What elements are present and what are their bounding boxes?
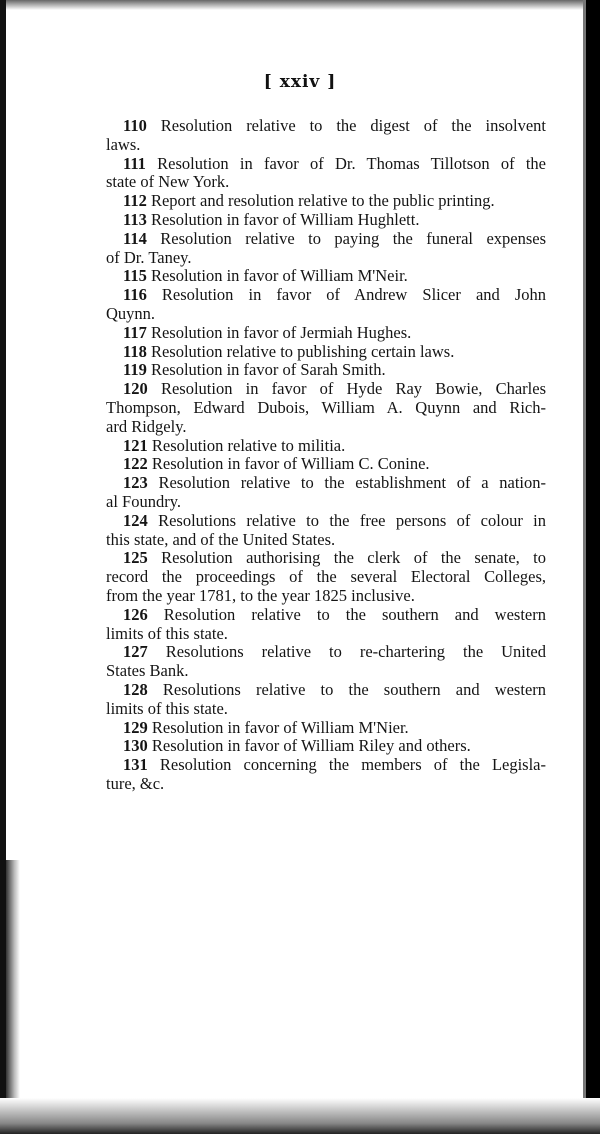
entry-text: limits of this state. <box>106 698 228 718</box>
entry-text: Resolution relative to militia. <box>151 435 346 455</box>
resolution-entry <box>106 211 546 230</box>
resolution-entry <box>106 719 546 738</box>
scan-shadow-left <box>6 860 20 1134</box>
entry-text: limits of this state. <box>106 623 228 643</box>
entry-number: 124 <box>123 511 148 530</box>
entry-text: Resolution in favor of William M'Nier. <box>151 717 409 737</box>
entry-text: of Dr. Taney. <box>106 247 192 267</box>
entry-line <box>106 117 546 136</box>
resolution-entry <box>106 380 546 436</box>
entry-line <box>106 380 546 399</box>
entry-text: Quynn. <box>106 303 156 323</box>
entry-line <box>106 756 546 775</box>
entry-text: Resolution in favor of Hyde Ray Bowie, Charles <box>160 380 546 399</box>
entry-text: Resolution authorising the clerk of the senate, to <box>161 549 546 568</box>
entry-text: Resolution in favor of William M'Neir. <box>150 266 408 286</box>
entry-text: Resolution in favor of William Hughlett. <box>150 209 420 229</box>
entry-text: Resolutions relative to re-chartering the United <box>165 643 546 662</box>
resolution-entry <box>106 286 546 324</box>
page-number-header: [ xxiv ] <box>263 72 337 92</box>
entry-text: Resolution relative to the establishment of a nation- <box>158 474 546 493</box>
entry-line <box>106 587 546 606</box>
resolution-entry <box>106 117 546 155</box>
entry-text: States Bank. <box>106 661 189 681</box>
entry-text: Resolution in favor of Jermiah Hughes. <box>150 322 412 342</box>
resolution-entry <box>106 737 546 756</box>
entry-line <box>106 192 546 211</box>
entry-text: state of New York. <box>106 172 230 192</box>
entry-text: al Foundry. <box>106 491 182 511</box>
resolution-entry <box>106 756 546 794</box>
entry-line <box>106 737 546 756</box>
entry-number: 117 <box>123 322 147 342</box>
entry-line <box>106 418 546 437</box>
resolution-entry <box>106 455 546 474</box>
resolution-entry <box>106 324 546 343</box>
entry-text: this state, and of the United States. <box>106 529 336 549</box>
entry-line <box>106 437 546 456</box>
entry-text: Thompson, Edward Dubois, William A. Quynn and Rich- <box>106 398 546 417</box>
entry-line <box>106 455 546 474</box>
entry-text: Resolution in favor of William C. Conine. <box>151 454 430 474</box>
resolution-entry <box>106 343 546 362</box>
entry-text: Resolution in favor of Sarah Smith. <box>150 360 386 380</box>
entry-line <box>106 286 546 305</box>
entry-number: 118 <box>123 341 147 361</box>
entry-number: 128 <box>123 680 148 699</box>
entry-number: 116 <box>123 286 147 305</box>
entry-line <box>106 305 546 324</box>
entry-text: record the proceedings of the several Electoral Colleges, <box>106 568 546 587</box>
entry-line <box>106 606 546 625</box>
entry-line <box>106 775 546 794</box>
entry-line <box>106 249 546 268</box>
entry-number: 111 <box>123 154 146 173</box>
entry-line <box>106 643 546 662</box>
entry-text: Resolution concerning the members of the Legisla- <box>159 756 546 775</box>
entry-text: Report and resolution relative to the public printing. <box>150 191 495 211</box>
entry-line <box>106 155 546 174</box>
entry-line <box>106 230 546 249</box>
resolution-entry <box>106 606 546 644</box>
entry-number: 120 <box>123 380 148 399</box>
entry-text: Resolutions relative to the free persons of colour in <box>158 511 546 530</box>
entry-number: 121 <box>123 435 148 455</box>
entry-text: Resolution relative to the southern and western <box>163 605 546 624</box>
entry-number: 125 <box>123 549 148 568</box>
resolution-entry <box>106 681 546 719</box>
entry-line <box>106 549 546 568</box>
entry-number: 115 <box>123 266 147 286</box>
entry-text: ture, &c. <box>106 773 165 793</box>
entry-line <box>106 493 546 512</box>
resolutions-list <box>106 117 546 794</box>
resolution-entry <box>106 155 546 193</box>
entry-text: Resolutions relative to the southern and western <box>162 680 546 699</box>
entry-line <box>106 662 546 681</box>
resolution-entry <box>106 361 546 380</box>
entry-number: 127 <box>123 643 148 662</box>
resolution-entry <box>106 267 546 286</box>
resolution-entry <box>106 643 546 681</box>
entry-line <box>106 173 546 192</box>
resolution-entry <box>106 549 546 605</box>
resolution-entry <box>106 230 546 268</box>
entry-text: Resolution in favor of Andrew Slicer and John <box>161 286 546 305</box>
entry-number: 114 <box>123 229 147 248</box>
entry-line <box>106 625 546 644</box>
entry-line <box>106 267 546 286</box>
resolution-entry <box>106 512 546 550</box>
entry-number: 122 <box>123 454 148 474</box>
entry-number: 126 <box>123 605 148 624</box>
entry-text: Resolution in favor of William Riley and others. <box>151 736 471 756</box>
entry-number: 130 <box>123 736 148 756</box>
scan-edge-top <box>0 0 600 10</box>
entry-line <box>106 399 546 418</box>
entry-line <box>106 324 546 343</box>
entry-line <box>106 343 546 362</box>
entry-line <box>106 512 546 531</box>
entry-line <box>106 681 546 700</box>
entry-line <box>106 361 546 380</box>
entry-text: Resolution relative to the digest of the insolvent <box>160 117 546 135</box>
entry-text: laws. <box>106 134 141 154</box>
resolution-entry <box>106 437 546 456</box>
entry-line <box>106 211 546 230</box>
resolution-entry <box>106 474 546 512</box>
entry-number: 131 <box>123 756 148 775</box>
entry-line <box>106 568 546 587</box>
entry-line <box>106 700 546 719</box>
entry-number: 119 <box>123 360 147 380</box>
scan-edge-bottom <box>0 1098 600 1134</box>
entry-text: ard Ridgely. <box>106 416 187 436</box>
entry-number: 112 <box>123 191 147 211</box>
scan-edge-right <box>586 0 600 1134</box>
entry-number: 129 <box>123 717 148 737</box>
entry-line <box>106 531 546 550</box>
entry-line <box>106 719 546 738</box>
entry-line <box>106 136 546 155</box>
entry-line <box>106 474 546 493</box>
entry-number: 123 <box>123 474 148 493</box>
resolution-entry <box>106 192 546 211</box>
entry-number: 110 <box>123 117 147 135</box>
entry-text: Resolution relative to paying the funeral expenses <box>160 229 546 248</box>
entry-number: 113 <box>123 209 147 229</box>
entry-text: Resolution in favor of Dr. Thomas Tillotson of the <box>157 154 546 173</box>
entry-text: Resolution relative to publishing certain laws. <box>150 341 455 361</box>
entry-text: from the year 1781, to the year 1825 inclusive. <box>106 585 415 605</box>
